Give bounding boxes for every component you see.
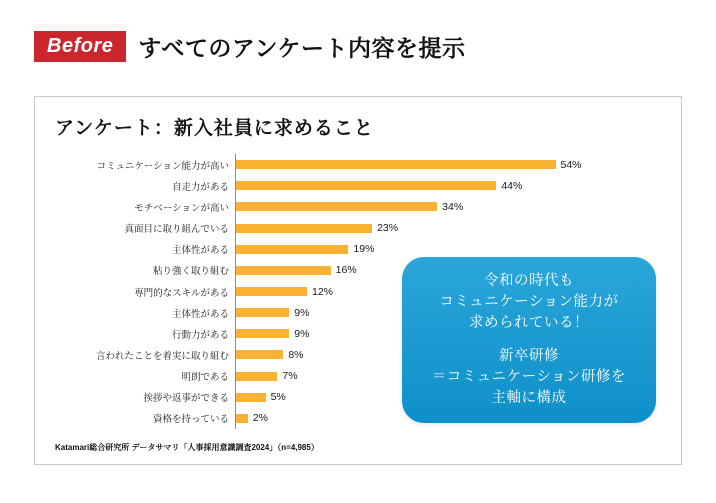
bar-category-label: モチベーションが高い	[134, 202, 229, 214]
callout-bottom-line-2: ＝コミュニケーション研修を	[431, 369, 627, 386]
bar-value-label: 9%	[294, 306, 310, 319]
bar	[236, 393, 266, 402]
bar-category-label: 行動力がある	[171, 329, 229, 341]
bar-category-label: 粘り強く取り組む	[152, 266, 229, 278]
bar-category-label: 資格を持っている	[152, 414, 229, 426]
bar-value-label: 34%	[442, 200, 464, 213]
bar	[236, 245, 348, 254]
bar	[236, 266, 331, 275]
bar	[236, 160, 556, 169]
bar-value-label: 8%	[288, 348, 304, 361]
page-title: すべてのアンケート内容を提示	[138, 35, 466, 61]
callout-bottom-line-3: 主軸に構成	[491, 390, 567, 407]
callout-top-line-2: コミュニケーション能力が	[439, 294, 619, 311]
bar-category-label: 専門的なスキルがある	[134, 287, 229, 299]
bar-row	[49, 175, 669, 196]
bar-category-label: 明朗である	[181, 372, 229, 384]
bar-track	[235, 154, 669, 175]
bar	[236, 181, 496, 190]
before-badge: Before	[34, 31, 126, 62]
bar-track	[235, 196, 669, 217]
bar-row	[49, 154, 669, 175]
bar-category-label: 真面目に取り組んでいる	[124, 224, 229, 236]
slide-header	[34, 30, 466, 63]
bar-value-label: 19%	[353, 243, 375, 256]
bar-category-label: コミュニケーション能力が高い	[96, 160, 229, 172]
bar-category-label: 挨拶や返事ができる	[143, 393, 229, 405]
bar-value-label: 9%	[294, 327, 310, 340]
bar-value-label: 2%	[252, 412, 269, 425]
bar	[236, 329, 289, 338]
bar-value-label: 54%	[560, 158, 582, 171]
chart-card	[34, 96, 682, 465]
callout-bottom-text	[412, 346, 646, 409]
bar	[236, 308, 289, 317]
bar-track	[235, 175, 669, 196]
bar-value-label: 7%	[282, 370, 298, 383]
bar-value-label: 16%	[335, 264, 357, 277]
bar-category-label: 主体性がある	[171, 308, 229, 320]
bar	[236, 202, 437, 211]
bar	[236, 287, 307, 296]
bar-value-label: 44%	[501, 179, 523, 192]
callout-top-line-3: 求められている！	[469, 315, 589, 332]
callout-top-line-1: 令和の時代も	[484, 273, 574, 289]
callout-bottom-line-1: 新卒研修	[499, 348, 559, 365]
bar-category-label: 主体性がある	[171, 245, 229, 257]
bar-row	[49, 217, 669, 238]
callout-top-text	[412, 271, 646, 334]
bar-value-label: 12%	[312, 285, 334, 298]
bar-value-label: 5%	[270, 391, 286, 404]
bar-category-label: 言われたことを着実に取り組む	[95, 350, 229, 362]
bar	[236, 350, 283, 359]
bar-category-label: 自走力がある	[171, 181, 229, 193]
bar-track	[235, 217, 669, 238]
bar-row	[49, 196, 669, 217]
bar	[236, 414, 248, 423]
source-note: Katamari総合研究所 データサマリ「人事採用意識調査2024」（n=4,985）	[55, 443, 319, 452]
callout-bubble	[402, 257, 656, 423]
bar-value-label: 23%	[377, 222, 399, 235]
bar	[236, 224, 372, 233]
chart-title: アンケート：新入社員に求めること	[55, 118, 374, 139]
bar	[236, 372, 277, 381]
